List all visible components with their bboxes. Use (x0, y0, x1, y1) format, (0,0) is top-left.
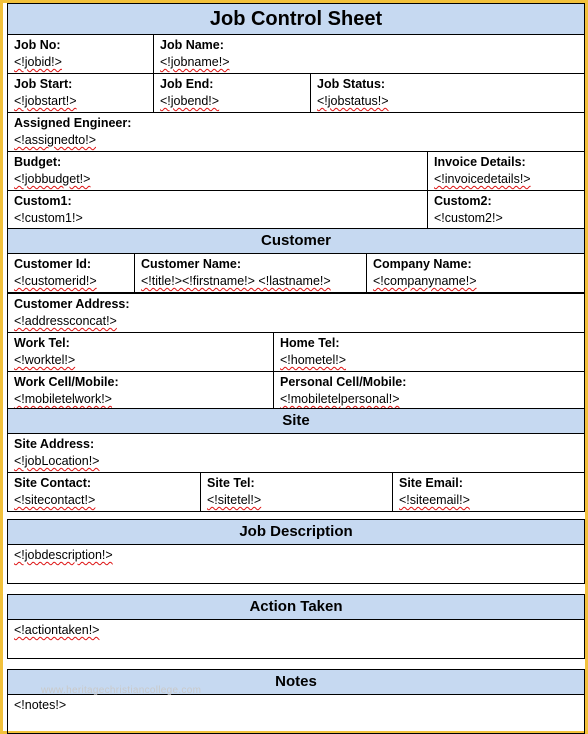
company-name-cell (367, 254, 585, 293)
action-taken-section (7, 594, 585, 659)
site-address-label: Site Address: (14, 437, 95, 451)
watermark-text: www.heritagechristiancollege.com (41, 685, 202, 696)
company-name-value: <!companyname!> (373, 274, 477, 288)
work-cell-label: Work Cell/Mobile: (14, 375, 119, 389)
customer-id-cell (8, 254, 135, 293)
job-status-cell (311, 74, 585, 113)
job-section (7, 3, 585, 230)
customer-id-value: <!customerid!> (14, 274, 97, 288)
customer-id-label: Customer Id: (14, 257, 92, 271)
budget-label: Budget: (14, 155, 62, 169)
budget-value: <!jobbudget!> (14, 172, 91, 186)
job-status-value: <!jobstatus!> (317, 94, 389, 108)
job-description-cell (8, 545, 585, 584)
customer-heading: Customer (8, 229, 585, 254)
invoice-cell (428, 152, 585, 191)
custom1-cell (8, 191, 428, 230)
site-heading: Site (8, 409, 585, 434)
job-control-sheet (3, 3, 585, 731)
customer-address-value: <!addressconcat!> (14, 314, 117, 328)
notes-cell (8, 695, 585, 734)
job-start-value: <!jobstart!> (14, 94, 77, 108)
customer-name-value: <!title!><!firstname!> <!lastname!> (141, 274, 331, 288)
job-start-cell (8, 74, 154, 113)
work-cell-value: <!mobiletelwork!> (14, 392, 112, 406)
customer-name-label: Customer Name: (141, 257, 242, 271)
personal-cell-value: <!mobiletelpersonal!> (280, 392, 400, 406)
site-contact-value: <!sitecontact!> (14, 493, 96, 507)
job-end-cell (154, 74, 311, 113)
engineer-value: <!assignedto!> (14, 133, 97, 147)
site-address-value: <!jobLocation!> (14, 454, 100, 468)
site-section (7, 408, 585, 512)
invoice-label: Invoice Details: (434, 155, 526, 169)
job-description-value: <!jobdescription!> (14, 548, 113, 562)
site-tel-label: Site Tel: (207, 476, 255, 490)
personal-cell-cell (274, 372, 585, 411)
site-email-label: Site Email: (399, 476, 463, 490)
job-no-label: Job No: (14, 38, 61, 52)
job-no-value: <!jobid!> (14, 55, 62, 69)
engineer-label: Assigned Engineer: (14, 116, 132, 130)
job-description-section (7, 519, 585, 584)
sheet-title: Job Control Sheet (8, 4, 585, 35)
home-tel-value: <!hometel!> (280, 353, 347, 367)
work-tel-value: <!worktel!> (14, 353, 76, 367)
budget-cell (8, 152, 428, 191)
job-end-value: <!jobend!> (160, 94, 220, 108)
site-email-value: <!siteemail!> (399, 493, 470, 507)
home-tel-cell (274, 333, 585, 372)
work-tel-cell (8, 333, 274, 372)
customer-address-label: Customer Address: (14, 297, 130, 311)
action-taken-heading: Action Taken (8, 595, 585, 620)
notes-heading: Notes (8, 670, 585, 695)
job-name-value: <!jobname!> (160, 55, 230, 69)
site-contact-label: Site Contact: (14, 476, 92, 490)
customer-address-cell (8, 294, 585, 333)
job-name-label: Job Name: (160, 38, 224, 52)
site-email-cell (393, 473, 585, 512)
site-tel-value: <!sitetel!> (207, 493, 262, 507)
work-tel-label: Work Tel: (14, 336, 70, 350)
site-contact-cell (8, 473, 201, 512)
custom2-value: <!custom2!> (434, 211, 503, 225)
job-status-label: Job Status: (317, 77, 386, 91)
custom1-label: Custom1: (14, 194, 72, 208)
customer-name-cell (135, 254, 367, 293)
company-name-label: Company Name: (373, 257, 472, 271)
job-name-cell (154, 35, 585, 74)
action-taken-cell (8, 620, 585, 659)
job-start-label: Job Start: (14, 77, 73, 91)
action-taken-value: <!actiontaken!> (14, 623, 100, 637)
personal-cell-label: Personal Cell/Mobile: (280, 375, 407, 389)
notes-value: <!notes!> (14, 698, 67, 712)
work-cell-cell (8, 372, 274, 411)
notes-section (7, 669, 585, 734)
job-description-heading: Job Description (8, 520, 585, 545)
site-tel-cell (201, 473, 393, 512)
job-no-cell (8, 35, 154, 74)
site-address-cell (8, 434, 585, 473)
custom2-label: Custom2: (434, 194, 492, 208)
customer-section (7, 228, 585, 411)
custom1-value: <!custom1!> (14, 211, 83, 225)
custom2-cell (428, 191, 585, 230)
home-tel-label: Home Tel: (280, 336, 340, 350)
job-end-label: Job End: (160, 77, 214, 91)
invoice-value: <!invoicedetails!> (434, 172, 531, 186)
engineer-cell (8, 113, 585, 152)
